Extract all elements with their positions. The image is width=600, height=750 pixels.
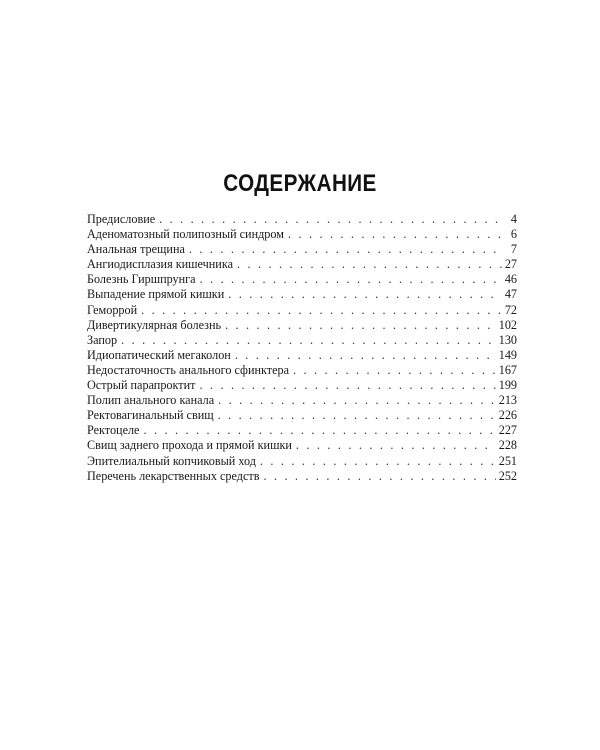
toc-entry-title: Ректовагинальный свищ (87, 408, 214, 423)
toc-page-number: 251 (498, 453, 517, 468)
toc-page-number: 102 (498, 317, 517, 332)
toc-entry-title: Эпителиальный копчиковый ход (87, 453, 256, 468)
toc-entry-title: Ректоцеле (87, 423, 140, 438)
toc-dot-leader (293, 363, 496, 378)
toc-entry-title: Болезнь Гиршпрунга (87, 272, 196, 287)
toc-entry-title: Выпадение прямой кишки (87, 287, 225, 302)
toc-dot-leader (228, 287, 502, 302)
toc-entry-title: Идиопатический мегаколон (87, 347, 231, 362)
toc-page-number: 27 (504, 257, 517, 272)
toc-dot-leader (189, 242, 504, 257)
toc-entry[interactable] (87, 257, 517, 272)
toc-dot-leader (225, 318, 496, 333)
toc-entry-title: Острый парапроктит (87, 378, 196, 393)
toc-page-number: 4 (510, 212, 517, 226)
toc-page-number: 47 (504, 287, 517, 302)
toc-page-number: 46 (504, 272, 517, 287)
toc-entry[interactable] (87, 423, 517, 438)
toc-entry[interactable] (87, 227, 517, 242)
toc-page-number: 228 (498, 438, 517, 453)
toc-entry[interactable] (87, 438, 517, 453)
toc-entry[interactable] (87, 348, 517, 363)
table-of-contents (87, 212, 517, 484)
toc-dot-leader (260, 454, 496, 469)
toc-dot-leader (288, 227, 504, 242)
toc-page-number: 7 (510, 242, 517, 257)
toc-dot-leader (141, 303, 502, 318)
toc-entry[interactable] (87, 333, 517, 348)
toc-page-number: 213 (498, 393, 517, 408)
toc-entry[interactable] (87, 318, 517, 333)
toc-entry-title: Полип анального канала (87, 393, 215, 408)
toc-entry[interactable] (87, 408, 517, 423)
toc-entry-title: Недостаточность анального сфинктера (87, 362, 289, 377)
toc-entry[interactable] (87, 212, 517, 227)
toc-page-number: 167 (498, 362, 517, 377)
toc-entry-title: Анальная трещина (87, 242, 185, 257)
toc-entry[interactable] (87, 303, 517, 318)
toc-entry-title: Предисловие (87, 212, 156, 226)
toc-entry-title: Аденоматозный полипозный синдром (87, 227, 284, 242)
toc-dot-leader (218, 408, 496, 423)
toc-dot-leader (121, 333, 496, 348)
toc-entry-title: Свищ заднего прохода и прямой кишки (87, 438, 292, 453)
toc-entry[interactable] (87, 287, 517, 302)
toc-page-number: 199 (498, 378, 517, 393)
toc-entry-title: Геморрой (87, 302, 138, 317)
toc-page-number: 226 (498, 408, 517, 423)
toc-page-number: 252 (498, 468, 517, 483)
toc-dot-leader (237, 257, 502, 272)
toc-page-number: 130 (498, 332, 517, 347)
toc-page-number: 149 (498, 347, 517, 362)
toc-entry[interactable] (87, 242, 517, 257)
toc-entry-title: Перечень лекарственных средств (87, 468, 260, 483)
page-title: СОДЕРЖАНИЕ (223, 170, 377, 197)
toc-entry-title: Ангиодисплазия кишечника (87, 257, 233, 272)
toc-dot-leader (199, 378, 495, 393)
toc-entry[interactable] (87, 469, 517, 484)
toc-dot-leader (143, 423, 495, 438)
toc-dot-leader (200, 272, 502, 287)
toc-page-number: 227 (498, 423, 517, 438)
toc-entry[interactable] (87, 363, 517, 378)
toc-dot-leader (263, 469, 495, 484)
toc-dot-leader (218, 393, 496, 408)
toc-entry[interactable] (87, 272, 517, 287)
toc-entry-title: Дивертикулярная болезнь (87, 317, 222, 332)
toc-dot-leader (235, 348, 496, 363)
toc-page-number: 72 (504, 302, 517, 317)
toc-dot-leader (159, 212, 504, 227)
toc-page-number: 6 (510, 227, 517, 242)
toc-dot-leader (296, 438, 496, 453)
toc-entry[interactable] (87, 378, 517, 393)
toc-entry[interactable] (87, 454, 517, 469)
toc-entry[interactable] (87, 393, 517, 408)
toc-entry-title: Запор (87, 332, 118, 347)
